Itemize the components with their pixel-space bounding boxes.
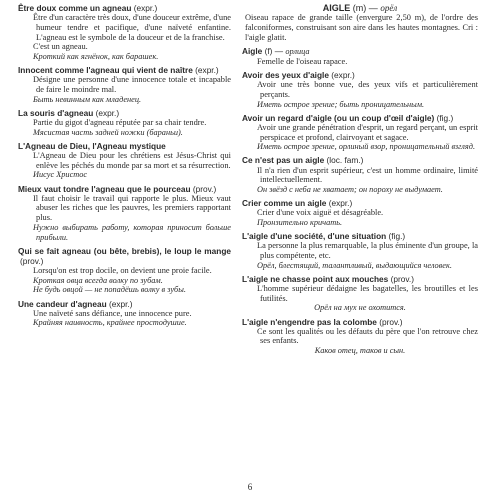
page-number: 6 <box>247 482 253 492</box>
entry-headword-translation: орёл <box>380 3 398 13</box>
entry-tag: (prov.) <box>390 273 414 284</box>
entry-definition: Il faut choisir le travail qui rapporte le plus. Mieux vaut abuser les riches que les pauvres, les premiers rapportant plus. <box>33 193 231 223</box>
entry-headword: L'Agneau de Dieu, l'Agneau mystique <box>18 140 166 151</box>
entry <box>18 246 231 296</box>
entry-headword: Ce n'est pas un aigle (loc. fam.) <box>242 155 364 166</box>
entry-translation: Орёл на мух не охотится. <box>314 303 406 313</box>
entry-tag: (prov.) <box>20 255 44 266</box>
entry-definition: Une naïveté sans défiance, une innocence pure. <box>33 308 192 318</box>
entry-headword-translation: орлица <box>285 46 310 56</box>
entry <box>242 113 478 152</box>
entry-translation: Орёл, блестящий, талантливый, выдающийся человек. <box>257 260 452 270</box>
entry-translation: Иисус Христос <box>33 170 88 180</box>
entry-tag: (prov.) <box>192 183 217 194</box>
entry <box>18 3 231 62</box>
entry-headword: Crier comme un aigle (expr.) <box>242 198 353 209</box>
entry <box>18 141 231 180</box>
entry-definition: Il n'a rien d'un esprit supérieur, c'est un homme ordinaire, limité intellectuellement. <box>257 165 478 185</box>
entry-headword: L'aigle d'une société, d'une situation (fig.) <box>242 231 406 242</box>
entry-definition: Être d'un caractère très doux, d'une douceur extrême, d'une humeur tendre et pacifique, d'une naïveté enfantine. L'agneau est le symbole de la douceur et de la franchise. <box>33 13 231 42</box>
entry-headword: Aigle (f) — орлица <box>242 45 310 56</box>
entry-definition: Avoir une grande pénétration d'esprit, un regard perçant, un esprit perspicace et profond, clairvoyant et sagace. <box>257 122 478 142</box>
entry-headword: La souris d'agneau (expr.) <box>18 107 120 118</box>
entry <box>18 108 231 138</box>
entry-headword: Qui se fait agneau (ou bête, brebis), le loup le mange (prov.) <box>18 245 231 266</box>
entry-definition: Partie du gigot d'agneau réputée par sa chair tendre. <box>33 118 207 128</box>
entry <box>242 3 478 42</box>
entry <box>18 184 231 243</box>
entry-translation: Каков отец, таков и сын. <box>314 346 406 356</box>
entry-example: C'est un agneau. <box>33 42 88 52</box>
entry <box>242 317 478 356</box>
entry-tag: (prov.) <box>379 316 403 327</box>
entry-headword: AIGLE (m) — орёл <box>322 3 398 13</box>
entry-tag: (loc. fam.) <box>326 155 364 166</box>
entry-tag: (fig.) <box>436 112 454 123</box>
entry-definition: L'Agneau de Dieu pour les chrétiens est Jésus-Christ qui enlève les péchés du monde par sa mort et sa résurrection. <box>33 151 231 170</box>
entry-definition: Avoir une très bonne vue, des yeux vifs et particulièrement perçants. <box>257 80 478 99</box>
entry-tag: (expr.) <box>331 70 355 80</box>
entry-translation: Иметь острое зрение, орлиный взор, проницательный взгляд. <box>257 142 476 152</box>
entry-headword: Mieux vaut tondre l'agneau que le pourceau (prov.) <box>18 183 217 194</box>
entry-translation: Иметь острое зрение; быть проницательным. <box>257 99 425 109</box>
entry-translation: Крайняя наивность, крайнее простодушие. <box>33 318 187 328</box>
entry-translation: Нужно выбирать работу, которая приносит больше прибыли. <box>33 222 231 242</box>
entry-tag: (expr.) <box>108 298 133 309</box>
entry-headword: Innocent comme l'agneau qui vient de naître (expr.) <box>18 65 219 76</box>
entry <box>242 155 478 194</box>
entry-translation: Не будь овцой — не попадёшь волку в зубы. <box>33 285 186 295</box>
entry <box>242 70 478 109</box>
entry-definition: Ce sont les qualités ou les défauts du père que l'on retrouve chez ses enfants. <box>257 326 478 346</box>
entry <box>18 65 231 104</box>
entry-tag: (m) — <box>352 3 378 13</box>
entry-headword: Être doux comme un agneau (expr.) <box>18 3 158 13</box>
entry-definition: L'homme supérieur dédaigne les bagatelles, les broutilles et les futilités. <box>257 284 478 303</box>
entry-headword: L'aigle n'engendre pas la colombe (prov.) <box>242 316 403 327</box>
entry-translation: Кроткая овца всегда волку по зубам. <box>33 275 163 285</box>
entry-tag: (expr.) <box>133 3 158 13</box>
entry-translation: Кроткий как ягнёнок, как барашек. <box>33 52 159 62</box>
entry-tag: (f) — <box>264 45 284 56</box>
left-column <box>18 3 231 332</box>
entry-headword: L'aigle ne chasse point aux mouches (prov.) <box>242 273 414 284</box>
entry-tag: (expr.) <box>328 198 353 209</box>
entry-translation: Он звёзд с неба не хватает; он пороху не выдумает. <box>257 185 443 195</box>
entry <box>242 274 478 313</box>
entry <box>242 198 478 228</box>
entry-headword: Avoir un regard d'aigle (ou un coup d'œil d'aigle) (fig.) <box>242 112 454 123</box>
entry-tag: (expr.) <box>95 107 120 118</box>
entry-definition: La personne la plus remarquable, la plus éminente d'un groupe, la plus compétente, etc. <box>257 241 478 261</box>
entry-headword: Avoir des yeux d'aigle (expr.) <box>242 70 355 80</box>
entry-definition: Lorsqu'on est trop docile, on devient une proie facile. <box>33 266 212 276</box>
entry-translation: Быть невинным как младенец. <box>33 94 142 104</box>
entry-definition: Crier d'une voix aiguë et désagréable. <box>257 208 384 218</box>
entry-tag: (fig.) <box>388 231 406 242</box>
entry-translation: Мясистая часть задней ножки (бараньи). <box>33 127 183 137</box>
entry <box>242 46 478 67</box>
entry-definition: Oiseau rapace de grande taille (envergure 2,50 m), de l'ordre des falconiformes, construisant son aire dans les hautes montagnes. Cri : l'aigle glatit. <box>245 13 478 42</box>
entry-definition: Femelle de l'oiseau rapace. <box>257 56 348 66</box>
entry <box>18 299 231 329</box>
entry-translation: Пронзительно кричать. <box>257 218 343 228</box>
entry-tag: (expr.) <box>195 65 219 76</box>
entry-headword: Une candeur d'agneau (expr.) <box>18 298 133 309</box>
entry <box>242 231 478 270</box>
right-column <box>242 3 478 359</box>
entry-definition: Désigne une personne d'une innocence totale et incapable de faire le moindre mal. <box>33 75 231 95</box>
